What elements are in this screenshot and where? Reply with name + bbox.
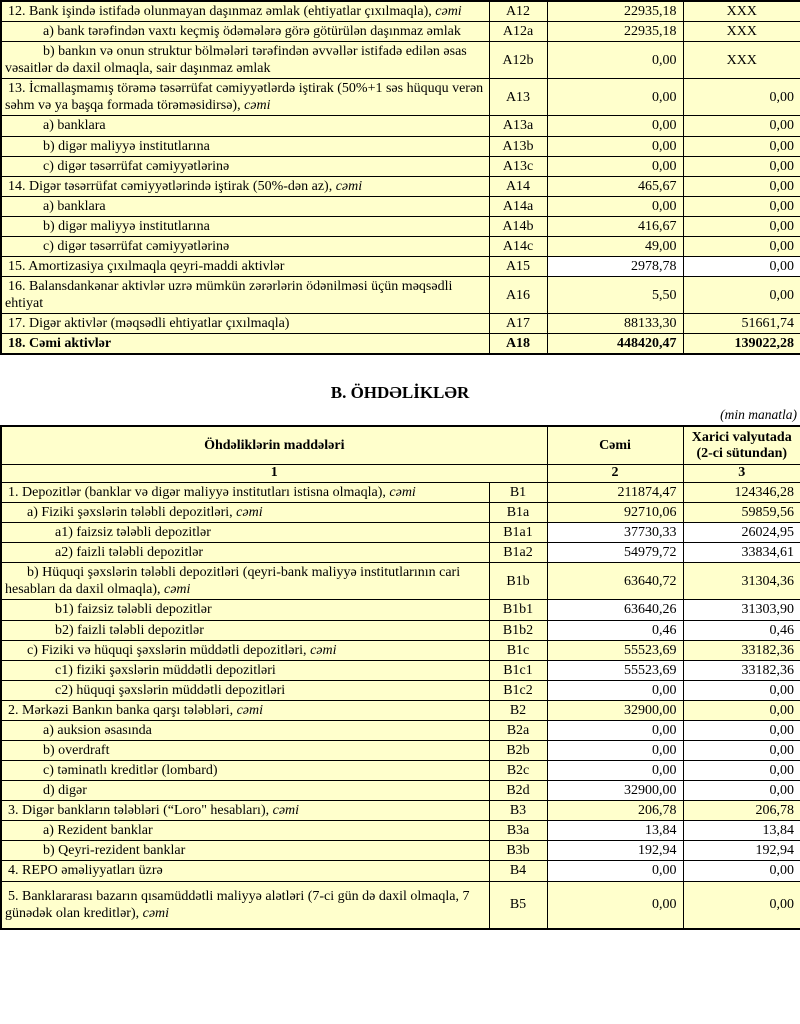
row-fx-cell: 31304,36 bbox=[683, 563, 800, 600]
row-label-cell bbox=[1, 216, 489, 236]
row-label-italic: cəmi bbox=[164, 582, 191, 598]
table-row bbox=[1, 660, 800, 680]
row-label-cell bbox=[1, 761, 489, 781]
liabilities-header-row bbox=[1, 426, 800, 464]
table-row bbox=[1, 741, 800, 761]
row-label-cell bbox=[1, 79, 489, 116]
row-fx-cell: 0,00 bbox=[683, 196, 800, 216]
row-fx-cell: 33182,36 bbox=[683, 660, 800, 680]
row-code-cell: A12b bbox=[489, 42, 547, 79]
row-total-cell: 49,00 bbox=[547, 236, 683, 256]
row-code-cell: B1b bbox=[489, 563, 547, 600]
row-fx-cell: 0,00 bbox=[683, 116, 800, 136]
row-fx-cell: 0,00 bbox=[683, 861, 800, 881]
row-label-cell bbox=[1, 841, 489, 861]
row-code-cell: A18 bbox=[489, 334, 547, 355]
row-fx-cell: 33182,36 bbox=[683, 640, 800, 660]
row-code-cell: B1c1 bbox=[489, 660, 547, 680]
row-fx-cell: 0,00 bbox=[683, 761, 800, 781]
row-fx-cell: 0,00 bbox=[683, 720, 800, 740]
col-header-fx: Xarici valyutada (2-ci sütundan) bbox=[683, 426, 800, 464]
row-label: c) digər təsərrüfat cəmiyyətlərinə bbox=[43, 158, 230, 174]
row-label-cell bbox=[1, 314, 489, 334]
table-row bbox=[1, 761, 800, 781]
row-code-cell: A17 bbox=[489, 314, 547, 334]
table-row bbox=[1, 236, 800, 256]
row-label-cell bbox=[1, 741, 489, 761]
row-label: 3. Digər bankların tələbləri (“Loro" hesabları), bbox=[8, 803, 273, 819]
table-row bbox=[1, 277, 800, 314]
row-code-cell: A14 bbox=[489, 176, 547, 196]
row-label: 18. Cəmi aktivlər bbox=[8, 336, 112, 352]
row-total-cell: 0,00 bbox=[547, 881, 683, 929]
table-row bbox=[1, 156, 800, 176]
row-code-cell: B1 bbox=[489, 482, 547, 502]
row-label-cell bbox=[1, 700, 489, 720]
col-header-items: Öhdəliklərin maddələri bbox=[1, 426, 547, 464]
row-label-italic: cəmi bbox=[272, 803, 300, 819]
row-label: a) Fiziki şəxslərin tələbli depozitləri, bbox=[27, 505, 237, 521]
row-total-cell: 416,67 bbox=[547, 216, 683, 236]
column-number-row bbox=[1, 465, 800, 483]
row-total-cell: 63640,26 bbox=[547, 600, 683, 620]
row-total-cell: 448420,47 bbox=[547, 334, 683, 355]
table-row bbox=[1, 821, 800, 841]
col-header-total: Cəmi bbox=[547, 426, 683, 464]
row-label: a2) faizli tələbli depozitlər bbox=[55, 545, 204, 561]
row-fx-cell: 0,00 bbox=[683, 257, 800, 277]
row-label: a) auksion əsasında bbox=[43, 722, 152, 738]
table-row bbox=[1, 136, 800, 156]
row-fx-cell: 206,78 bbox=[683, 801, 800, 821]
col-number-2: 2 bbox=[547, 465, 683, 483]
row-total-cell: 63640,72 bbox=[547, 563, 683, 600]
row-fx-cell: 33834,61 bbox=[683, 543, 800, 563]
row-label: 14. Digər təsərrüfat cəmiyyətlərində iştirak (50%-dən az), bbox=[8, 178, 336, 194]
row-label-cell bbox=[1, 503, 489, 523]
table-row bbox=[1, 841, 800, 861]
row-label: 1. Depozitlər (banklar və digər maliyyə institutları istisna olmaqla), bbox=[8, 484, 390, 500]
row-total-cell: 0,00 bbox=[547, 116, 683, 136]
row-total-cell: 0,00 bbox=[547, 680, 683, 700]
row-total-cell: 55523,69 bbox=[547, 640, 683, 660]
row-label-cell bbox=[1, 563, 489, 600]
table-row bbox=[1, 42, 800, 79]
row-label: 12. Bank işində istifadə olunmayan daşınmaz əmlak (ehtiyatlar çıxılmaqla), bbox=[8, 4, 436, 19]
section-b-title: B. ÖHDƏLİKLƏR bbox=[330, 383, 470, 403]
row-total-cell: 0,00 bbox=[547, 136, 683, 156]
row-label-cell bbox=[1, 861, 489, 881]
row-code-cell: B2b bbox=[489, 741, 547, 761]
table-row bbox=[1, 314, 800, 334]
row-label: a) banklara bbox=[43, 198, 106, 214]
row-fx-cell: XXX bbox=[683, 42, 800, 79]
row-fx-cell: 59859,56 bbox=[683, 503, 800, 523]
row-label-italic: cəmi bbox=[310, 642, 337, 658]
table-row bbox=[1, 334, 800, 355]
row-code-cell: B1b1 bbox=[489, 600, 547, 620]
row-total-cell: 88133,30 bbox=[547, 314, 683, 334]
row-label-italic: cəmi bbox=[335, 178, 363, 194]
row-fx-cell: 139022,28 bbox=[683, 334, 800, 355]
row-code-cell: B5 bbox=[489, 881, 547, 929]
row-total-cell: 0,46 bbox=[547, 620, 683, 640]
table-row bbox=[1, 116, 800, 136]
row-fx-cell: 13,84 bbox=[683, 821, 800, 841]
row-label-cell bbox=[1, 1, 489, 22]
row-fx-cell: 51661,74 bbox=[683, 314, 800, 334]
row-total-cell: 465,67 bbox=[547, 176, 683, 196]
row-label-cell bbox=[1, 640, 489, 660]
table-a-body bbox=[1, 1, 800, 354]
row-label: a) banklara bbox=[43, 118, 106, 134]
row-fx-cell: 26024,95 bbox=[683, 523, 800, 543]
table-row bbox=[1, 503, 800, 523]
row-label: b) digər maliyyə institutlarına bbox=[43, 218, 210, 234]
row-label: c1) fiziki şəxslərin müddətli depozitləri bbox=[55, 662, 276, 678]
table-row bbox=[1, 881, 800, 929]
row-fx-cell: 0,00 bbox=[683, 79, 800, 116]
table-row bbox=[1, 720, 800, 740]
row-label-cell bbox=[1, 781, 489, 801]
row-code-cell: A12a bbox=[489, 22, 547, 42]
row-fx-cell: 0,00 bbox=[683, 781, 800, 801]
table-row bbox=[1, 861, 800, 881]
row-total-cell: 211874,47 bbox=[547, 482, 683, 502]
row-fx-cell: 0,00 bbox=[683, 236, 800, 256]
row-total-cell: 0,00 bbox=[547, 156, 683, 176]
row-label-cell bbox=[1, 116, 489, 136]
row-code-cell: A14a bbox=[489, 196, 547, 216]
row-label-cell bbox=[1, 196, 489, 216]
row-fx-cell: 0,00 bbox=[683, 700, 800, 720]
row-label-cell bbox=[1, 42, 489, 79]
row-code-cell: B1a1 bbox=[489, 523, 547, 543]
unit-note: (min manatla) bbox=[720, 407, 797, 423]
row-code-cell: A13a bbox=[489, 116, 547, 136]
row-label-cell bbox=[1, 660, 489, 680]
row-code-cell: B2 bbox=[489, 700, 547, 720]
table-row bbox=[1, 600, 800, 620]
row-label-cell bbox=[1, 821, 489, 841]
row-fx-cell: 0,00 bbox=[683, 881, 800, 929]
row-fx-cell: 0,46 bbox=[683, 620, 800, 640]
row-total-cell: 0,00 bbox=[547, 79, 683, 116]
row-total-cell: 22935,18 bbox=[547, 22, 683, 42]
liabilities-table bbox=[0, 425, 800, 929]
row-label-italic: cəmi bbox=[142, 905, 170, 921]
row-total-cell: 0,00 bbox=[547, 761, 683, 781]
row-total-cell: 0,00 bbox=[547, 42, 683, 79]
row-total-cell: 32900,00 bbox=[547, 700, 683, 720]
row-label: 13. İcmallaşmamış törəmə təsərrüfat cəmiyyətlərdə iştirak (50%+1 səs hüququ verən səhm və ya başqa formada törəməsidirsə), bbox=[5, 81, 484, 114]
row-label: 4. REPO əməliyyatları üzrə bbox=[8, 863, 163, 879]
col-number-1: 1 bbox=[1, 465, 547, 483]
row-label-italic: cəmi bbox=[244, 98, 271, 114]
table-row bbox=[1, 176, 800, 196]
row-label-cell bbox=[1, 22, 489, 42]
row-label: b2) faizli tələbli depozitlər bbox=[55, 622, 204, 638]
row-label-cell bbox=[1, 600, 489, 620]
row-label-cell bbox=[1, 257, 489, 277]
row-fx-cell: 0,00 bbox=[683, 156, 800, 176]
row-total-cell: 206,78 bbox=[547, 801, 683, 821]
row-label: a1) faizsiz tələbli depozitlər bbox=[55, 525, 211, 541]
row-total-cell: 22935,18 bbox=[547, 1, 683, 22]
row-label: a) bank tərəfindən vaxtı keçmiş ödəmələrə görə götürülən daşınmaz əmlak bbox=[43, 24, 461, 40]
row-label-cell bbox=[1, 523, 489, 543]
row-total-cell: 37730,33 bbox=[547, 523, 683, 543]
row-label: b) Hüquqi şəxslərin tələbli depozitləri (qeyri-bank maliyyə institutlarının cari hesabları da daxil olmaqla), bbox=[5, 565, 461, 598]
row-label: 15. Amortizasiya çıxılmaqla qeyri-maddi aktivlər bbox=[8, 259, 285, 275]
row-code-cell: A13 bbox=[489, 79, 547, 116]
row-total-cell: 55523,69 bbox=[547, 660, 683, 680]
row-label-cell bbox=[1, 156, 489, 176]
row-label-cell bbox=[1, 136, 489, 156]
row-fx-cell: 0,00 bbox=[683, 680, 800, 700]
row-label-cell bbox=[1, 881, 489, 929]
row-label-cell bbox=[1, 277, 489, 314]
table-row bbox=[1, 640, 800, 660]
row-code-cell: B1a2 bbox=[489, 543, 547, 563]
row-label: b1) faizsiz tələbli depozitlər bbox=[55, 602, 212, 618]
row-total-cell: 32900,00 bbox=[547, 781, 683, 801]
row-fx-cell: 0,00 bbox=[683, 741, 800, 761]
table-row bbox=[1, 79, 800, 116]
row-label-italic: cəmi bbox=[435, 4, 462, 19]
row-code-cell: B2d bbox=[489, 781, 547, 801]
row-label-italic: cəmi bbox=[236, 702, 264, 718]
row-label: c) təminatlı kreditlər (lombard) bbox=[43, 763, 218, 779]
row-label: b) bankın və onun struktur bölmələri tərəfindən əvvəllər istifadə edilən əsas vəsaitlər də daxil olmaqla, sair daşınmaz əmlak bbox=[5, 44, 467, 77]
row-label: b) digər maliyyə institutlarına bbox=[43, 138, 210, 154]
row-fx-cell: 31303,90 bbox=[683, 600, 800, 620]
row-total-cell: 0,00 bbox=[547, 861, 683, 881]
row-code-cell: B3a bbox=[489, 821, 547, 841]
row-label-italic: cəmi bbox=[389, 484, 416, 500]
row-fx-cell: XXX bbox=[683, 22, 800, 42]
table-row bbox=[1, 22, 800, 42]
table-b-body bbox=[1, 482, 800, 928]
row-label: c) Fiziki və hüquqi şəxslərin müddətli depozitləri, bbox=[27, 642, 311, 658]
table-row bbox=[1, 700, 800, 720]
row-label: a) Rezident banklar bbox=[43, 823, 153, 839]
row-total-cell: 2978,78 bbox=[547, 257, 683, 277]
col-number-3: 3 bbox=[683, 465, 800, 483]
row-code-cell: B1b2 bbox=[489, 620, 547, 640]
table-row bbox=[1, 196, 800, 216]
row-label-cell bbox=[1, 720, 489, 740]
row-label: c2) hüquqi şəxslərin müddətli depozitləri bbox=[55, 682, 286, 698]
table-row bbox=[1, 482, 800, 502]
row-label-cell bbox=[1, 620, 489, 640]
row-label-cell bbox=[1, 176, 489, 196]
row-total-cell: 0,00 bbox=[547, 196, 683, 216]
row-code-cell: A14c bbox=[489, 236, 547, 256]
row-label-cell bbox=[1, 482, 489, 502]
row-code-cell: A15 bbox=[489, 257, 547, 277]
row-label: b) Qeyri-rezident banklar bbox=[43, 843, 186, 859]
row-fx-cell: 0,00 bbox=[683, 176, 800, 196]
row-label: 16. Balansdankənar aktivlər uzrə mümkün zərərlərin ödənilməsi üçün məqsədli ehtiyat bbox=[5, 279, 453, 312]
row-code-cell: B3 bbox=[489, 801, 547, 821]
row-label-cell bbox=[1, 801, 489, 821]
table-row bbox=[1, 680, 800, 700]
table-row bbox=[1, 801, 800, 821]
row-code-cell: B2a bbox=[489, 720, 547, 740]
row-label: d) digər bbox=[43, 783, 87, 799]
row-fx-cell: 0,00 bbox=[683, 277, 800, 314]
row-label: 17. Digər aktivlər (məqsədli ehtiyatlar çıxılmaqla) bbox=[8, 316, 290, 332]
row-code-cell: B1c2 bbox=[489, 680, 547, 700]
table-row bbox=[1, 523, 800, 543]
row-label-italic: cəmi bbox=[236, 505, 263, 521]
table-row bbox=[1, 620, 800, 640]
row-fx-cell: XXX bbox=[683, 1, 800, 22]
row-total-cell: 92710,06 bbox=[547, 503, 683, 523]
assets-table bbox=[0, 0, 800, 355]
table-row bbox=[1, 216, 800, 236]
row-code-cell: B1a bbox=[489, 503, 547, 523]
row-total-cell: 192,94 bbox=[547, 841, 683, 861]
row-fx-cell: 192,94 bbox=[683, 841, 800, 861]
row-fx-cell: 0,00 bbox=[683, 136, 800, 156]
row-code-cell: A14b bbox=[489, 216, 547, 236]
table-row bbox=[1, 781, 800, 801]
row-label: c) digər təsərrüfat cəmiyyətlərinə bbox=[43, 238, 230, 254]
row-total-cell: 5,50 bbox=[547, 277, 683, 314]
table-row bbox=[1, 257, 800, 277]
row-label: 2. Mərkəzi Bankın banka qarşı tələbləri, bbox=[8, 702, 237, 718]
row-total-cell: 13,84 bbox=[547, 821, 683, 841]
row-fx-cell: 0,00 bbox=[683, 216, 800, 236]
row-code-cell: A13b bbox=[489, 136, 547, 156]
row-label: 5. Banklararası bazarın qısamüddətli maliyyə alətləri (7-ci gün də daxil olmaqla, 7 günədək olan kreditlər), bbox=[5, 888, 470, 921]
row-code-cell: A12 bbox=[489, 1, 547, 22]
row-fx-cell: 124346,28 bbox=[683, 482, 800, 502]
table-row bbox=[1, 543, 800, 563]
row-label-cell bbox=[1, 236, 489, 256]
row-code-cell: A13c bbox=[489, 156, 547, 176]
row-total-cell: 0,00 bbox=[547, 720, 683, 740]
row-label-cell bbox=[1, 680, 489, 700]
row-label-cell bbox=[1, 543, 489, 563]
row-label: b) overdraft bbox=[43, 743, 110, 758]
row-code-cell: B3b bbox=[489, 841, 547, 861]
table-row bbox=[1, 1, 800, 22]
row-label-cell bbox=[1, 334, 489, 355]
table-row bbox=[1, 563, 800, 600]
row-code-cell: A16 bbox=[489, 277, 547, 314]
row-total-cell: 54979,72 bbox=[547, 543, 683, 563]
row-total-cell: 0,00 bbox=[547, 741, 683, 761]
row-code-cell: B4 bbox=[489, 861, 547, 881]
row-code-cell: B1c bbox=[489, 640, 547, 660]
row-code-cell: B2c bbox=[489, 761, 547, 781]
